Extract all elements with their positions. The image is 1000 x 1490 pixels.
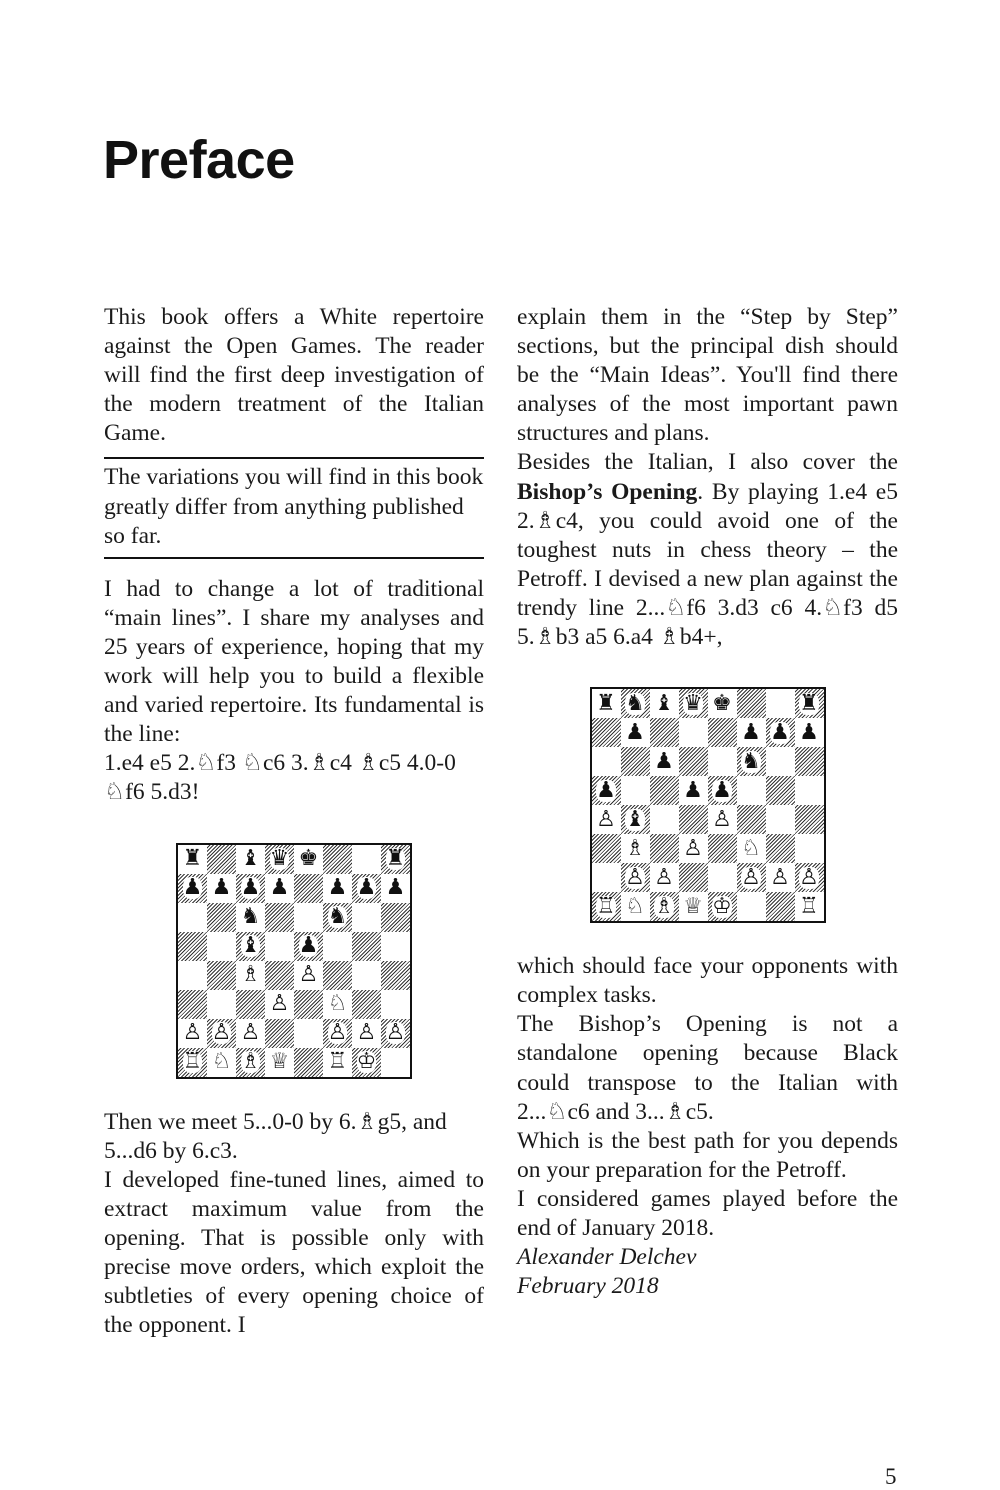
- black-bishop-icon: ♝: [240, 846, 261, 871]
- board-square: [294, 1019, 323, 1048]
- board-square: [352, 932, 381, 961]
- board-square: [737, 805, 766, 834]
- cutoff-date-paragraph: I considered games played before the end of January 2018.: [517, 1185, 898, 1241]
- board-square: [766, 718, 795, 747]
- black-king-icon: ♚: [298, 846, 319, 871]
- white-rook-icon: ♖: [182, 1049, 203, 1074]
- board-square: [650, 834, 679, 863]
- board-square: [265, 990, 294, 1019]
- white-pawn-icon: ♙: [356, 1020, 377, 1045]
- board-square: [323, 1019, 352, 1048]
- board-square: [207, 1048, 236, 1077]
- white-pawn-icon: ♙: [683, 835, 703, 861]
- board-square: [323, 845, 352, 874]
- board-square: [207, 990, 236, 1019]
- board-square: [592, 776, 621, 805]
- board-square: [708, 776, 737, 805]
- board-square: [207, 845, 236, 874]
- board-square: [795, 689, 824, 718]
- white-pawn-icon: ♙: [269, 991, 290, 1016]
- bishops-opening-rest: . By playing 1.e4 e5 2.♗c4, you could avoid one of the toughest nuts in chess theory – the Petroff. I devised a new plan against the trendy line 2...♘f6 3.d3 c6 4.♘f3 d5 5.♗b3 a5 6.a4 ♗b4+,: [517, 478, 898, 651]
- black-queen-icon: ♛: [683, 690, 703, 716]
- board-square: [766, 892, 795, 921]
- board-square: [766, 863, 795, 892]
- board-square: [265, 1048, 294, 1077]
- board-square: [621, 689, 650, 718]
- board-square: [592, 805, 621, 834]
- white-king-icon: ♔: [356, 1049, 377, 1074]
- board-square: [737, 747, 766, 776]
- board-square: [708, 863, 737, 892]
- white-knight-icon: ♘: [625, 893, 645, 919]
- black-pawn-icon: ♟: [654, 748, 674, 774]
- board-square: [323, 1048, 352, 1077]
- board-square: [766, 805, 795, 834]
- board-square: [265, 903, 294, 932]
- board-square: [207, 932, 236, 961]
- black-pawn-icon: ♟: [683, 777, 703, 803]
- move-orders-paragraph: I developed fine-tuned lines, aimed to extract maximum value from the opening. That is possible only with precise move orders, which exploit the subtleties of every opening choice of the opponent. I: [104, 1166, 484, 1339]
- black-pawn-icon: ♟: [385, 875, 406, 900]
- board-square: [737, 834, 766, 863]
- black-pawn-icon: ♟: [211, 875, 232, 900]
- white-pawn-icon: ♙: [211, 1020, 232, 1045]
- page-title: Preface: [103, 130, 295, 190]
- best-path-paragraph: Which is the best path for you depends on your preparation for the Petroff.: [517, 1127, 898, 1183]
- board-square: [294, 874, 323, 903]
- board-square: [737, 689, 766, 718]
- white-pawn-icon: ♙: [741, 864, 761, 890]
- black-pawn-icon: ♟: [596, 777, 616, 803]
- board-square: [207, 903, 236, 932]
- white-knight-icon: ♘: [211, 1049, 232, 1074]
- board-square: [708, 718, 737, 747]
- complex-tasks-paragraph: which should face your opponents with complex tasks.: [517, 953, 898, 1009]
- white-king-icon: ♔: [712, 893, 732, 919]
- bishops-opening-paragraph: [517, 448, 898, 652]
- board-square: [323, 932, 352, 961]
- board-square: [650, 718, 679, 747]
- board-square: [323, 961, 352, 990]
- board-square: [621, 718, 650, 747]
- board-square: [708, 805, 737, 834]
- white-pawn-icon: ♙: [182, 1020, 203, 1045]
- board-square: [207, 961, 236, 990]
- black-pawn-icon: ♟: [799, 719, 819, 745]
- black-bishop-icon: ♝: [625, 806, 645, 832]
- black-pawn-icon: ♟: [327, 875, 348, 900]
- black-rook-icon: ♜: [385, 846, 406, 871]
- white-bishop-icon: ♗: [240, 1049, 261, 1074]
- board-square: [708, 892, 737, 921]
- board-square: [352, 1019, 381, 1048]
- board-square: [236, 874, 265, 903]
- board-square: [737, 718, 766, 747]
- board-square: [178, 1019, 207, 1048]
- board-square: [381, 845, 410, 874]
- white-pawn-icon: ♙: [654, 864, 674, 890]
- board-square: [178, 990, 207, 1019]
- black-pawn-icon: ♟: [741, 719, 761, 745]
- board-square: [679, 718, 708, 747]
- black-bishop-icon: ♝: [654, 690, 674, 716]
- board-square: [766, 689, 795, 718]
- white-queen-icon: ♕: [683, 893, 703, 919]
- chess-diagram-1: [176, 843, 412, 1079]
- board-square: [236, 1019, 265, 1048]
- board-square: [352, 874, 381, 903]
- board-square: [679, 776, 708, 805]
- black-pawn-icon: ♟: [625, 719, 645, 745]
- black-queen-icon: ♛: [269, 846, 290, 871]
- white-bishop-icon: ♗: [240, 962, 261, 987]
- board-square: [679, 892, 708, 921]
- board-square: [265, 1019, 294, 1048]
- author-name: Alexander Delchev: [517, 1244, 697, 1271]
- board-square: [795, 776, 824, 805]
- board-square: [294, 1048, 323, 1077]
- board-square: [650, 747, 679, 776]
- board-square: [381, 1048, 410, 1077]
- board-square: [592, 689, 621, 718]
- board-square: [352, 903, 381, 932]
- bishops-opening-lead: Besides the Italian, I also cover the: [517, 449, 898, 476]
- sections-paragraph: explain them in the “Step by Step” sections, but the principal dish should be the “Main Ideas”. You'll find there analyses of the most important pawn structures and plans.: [517, 304, 898, 447]
- board-square: [381, 961, 410, 990]
- board-square: [323, 990, 352, 1019]
- white-knight-icon: ♘: [741, 835, 761, 861]
- board-square: [592, 892, 621, 921]
- white-bishop-icon: ♗: [654, 893, 674, 919]
- board-square: [178, 845, 207, 874]
- board-square: [621, 863, 650, 892]
- bishops-opening-term: Bishop’s Opening: [517, 478, 698, 505]
- board-square: [352, 990, 381, 1019]
- board-square: [795, 834, 824, 863]
- white-pawn-icon: ♙: [712, 806, 732, 832]
- white-pawn-icon: ♙: [799, 864, 819, 890]
- intro-paragraph: This book offers a White repertoire against the Open Games. The reader will find the first deep investigation of the modern treatment of the Italian Game.: [104, 304, 484, 447]
- black-rook-icon: ♜: [799, 690, 819, 716]
- continuation-paragraph: Then we meet 5...0-0 by 6.♗g5, and 5...d6 by 6.c3.: [104, 1108, 447, 1164]
- board-square: [679, 834, 708, 863]
- board-square: [178, 903, 207, 932]
- board-square: [737, 892, 766, 921]
- board-square: [323, 903, 352, 932]
- white-pawn-icon: ♙: [240, 1020, 261, 1045]
- board-square: [650, 892, 679, 921]
- board-square: [650, 805, 679, 834]
- white-pawn-icon: ♙: [770, 864, 790, 890]
- board-square: [294, 932, 323, 961]
- board-square: [207, 874, 236, 903]
- white-rook-icon: ♖: [596, 893, 616, 919]
- board-square: [236, 990, 265, 1019]
- white-pawn-icon: ♙: [327, 1020, 348, 1045]
- callout-text: The variations you will find in this book greatly differ from anything published so far.: [104, 464, 484, 549]
- board-square: [650, 689, 679, 718]
- black-knight-icon: ♞: [327, 904, 348, 929]
- board-square: [352, 1048, 381, 1077]
- board-square: [708, 689, 737, 718]
- black-pawn-icon: ♟: [770, 719, 790, 745]
- white-pawn-icon: ♙: [596, 806, 616, 832]
- board-square: [766, 747, 795, 776]
- board-square: [178, 1048, 207, 1077]
- board-square: [592, 834, 621, 863]
- board-square: [207, 1019, 236, 1048]
- black-pawn-icon: ♟: [298, 933, 319, 958]
- black-pawn-icon: ♟: [712, 777, 732, 803]
- board-square: [381, 990, 410, 1019]
- white-pawn-icon: ♙: [298, 962, 319, 987]
- board-square: [621, 776, 650, 805]
- white-rook-icon: ♖: [327, 1049, 348, 1074]
- board-square: [178, 874, 207, 903]
- board-square: [236, 1048, 265, 1077]
- board-square: [621, 747, 650, 776]
- board-square: [381, 903, 410, 932]
- board-square: [381, 874, 410, 903]
- board-square: [236, 903, 265, 932]
- board-square: [737, 863, 766, 892]
- board-square: [679, 689, 708, 718]
- board-square: [621, 892, 650, 921]
- board-square: [592, 747, 621, 776]
- board-square: [766, 776, 795, 805]
- black-pawn-icon: ♟: [240, 875, 261, 900]
- board-square: [795, 747, 824, 776]
- board-square: [592, 863, 621, 892]
- white-bishop-icon: ♗: [625, 835, 645, 861]
- diagram-1-wrapper: [104, 843, 484, 1079]
- board-square: [592, 718, 621, 747]
- white-pawn-icon: ♙: [625, 864, 645, 890]
- board-square: [265, 845, 294, 874]
- diagram-2-wrapper: [517, 687, 898, 923]
- board-square: [766, 834, 795, 863]
- board-square: [265, 961, 294, 990]
- black-rook-icon: ♜: [596, 690, 616, 716]
- highlight-callout: [104, 457, 484, 558]
- board-square: [352, 961, 381, 990]
- black-knight-icon: ♞: [625, 690, 645, 716]
- board-square: [708, 834, 737, 863]
- board-square: [323, 874, 352, 903]
- board-square: [236, 932, 265, 961]
- board-square: [737, 776, 766, 805]
- white-rook-icon: ♖: [799, 893, 819, 919]
- board-square: [795, 805, 824, 834]
- left-column: [104, 303, 484, 1340]
- board-square: [178, 932, 207, 961]
- black-king-icon: ♚: [712, 690, 732, 716]
- signature-date: February 2018: [517, 1273, 659, 1300]
- black-pawn-icon: ♟: [356, 875, 377, 900]
- chess-diagram-2: [590, 687, 826, 923]
- board-square: [236, 961, 265, 990]
- board-square: [294, 961, 323, 990]
- board-square: [294, 903, 323, 932]
- board-square: [650, 863, 679, 892]
- main-line-moves: 1.e4 e5 2.♘f3 ♘c6 3.♗c4 ♗c5 4.0-0 ♘f6 5.d3!: [104, 750, 456, 806]
- board-square: [621, 805, 650, 834]
- board-square: [679, 805, 708, 834]
- black-knight-icon: ♞: [240, 904, 261, 929]
- black-pawn-icon: ♟: [182, 875, 203, 900]
- board-square: [265, 932, 294, 961]
- board-square: [708, 747, 737, 776]
- transpose-paragraph: The Bishop’s Opening is not a standalone opening because Black could transpose to the Italian with 2...♘c6 and 3...♗c5.: [517, 1011, 898, 1125]
- board-square: [178, 961, 207, 990]
- board-square: [381, 1019, 410, 1048]
- board-square: [679, 863, 708, 892]
- board-square: [795, 863, 824, 892]
- board-square: [679, 747, 708, 776]
- white-pawn-icon: ♙: [385, 1020, 406, 1045]
- board-square: [265, 874, 294, 903]
- repertoire-paragraph: I had to change a lot of traditional “main lines”. I share my analyses and 25 years of experience, hoping that my work will help you to build a flexible and varied repertoire. Its fundamental is the line:: [104, 575, 484, 748]
- board-square: [795, 892, 824, 921]
- black-rook-icon: ♜: [182, 846, 203, 871]
- page-number: 5: [885, 1464, 897, 1489]
- black-bishop-icon: ♝: [240, 933, 261, 958]
- board-square: [294, 990, 323, 1019]
- board-square: [352, 845, 381, 874]
- board-square: [294, 845, 323, 874]
- board-square: [621, 834, 650, 863]
- black-knight-icon: ♞: [741, 748, 761, 774]
- board-square: [236, 845, 265, 874]
- right-column: [517, 303, 898, 1301]
- board-square: [381, 932, 410, 961]
- white-knight-icon: ♘: [327, 991, 348, 1016]
- black-pawn-icon: ♟: [269, 875, 290, 900]
- board-square: [795, 718, 824, 747]
- board-square: [650, 776, 679, 805]
- white-queen-icon: ♕: [269, 1049, 290, 1074]
